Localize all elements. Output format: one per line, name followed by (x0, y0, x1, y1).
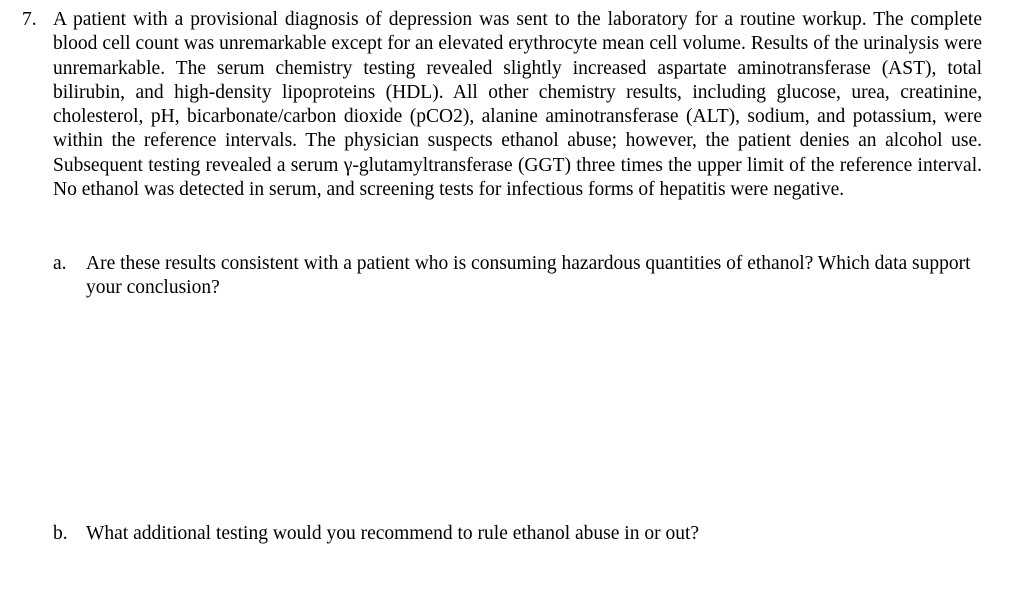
question-text: A patient with a provisional diagnosis of depression was sent to the laboratory for a routine workup. The complete blood cell count was unremarkable except for an elevated erythrocyte mean cell volume. Results of the urinalysis were unremarkable. The serum chemistry testing revealed slightly increased aspartate aminotransferase (AST), total bilirubin, and high-density lipoproteins (HDL). All other chemistry results, including glucose, urea, creatinine, cholesterol, pH, bicarbonate/carbon dioxide (pCO2), alanine aminotransferase (ALT), sodium, and potassium, were within the reference intervals. The physician suspects ethanol abuse; however, the patient denies an alcohol use. Subsequent testing revealed a serum γ-glutamyltransferase (GGT) three times the upper limit of the reference interval. No ethanol was detected in serum, and screening tests for infectious forms of hepatitis were negative. (53, 9, 982, 201)
question-row (22, 8, 982, 202)
part-b (53, 522, 983, 546)
question-number: 7. (22, 9, 37, 30)
part-b-label: b. (53, 523, 68, 544)
part-a-label: a. (53, 253, 67, 274)
part-a (53, 252, 983, 301)
question-7 (22, 8, 982, 202)
part-b-text: What additional testing would you recommend to rule ethanol abuse in or out? (86, 523, 700, 544)
part-a-text: Are these results consistent with a patient who is consuming hazardous quantities of ethanol? Which data support your conclusion? (86, 253, 971, 299)
